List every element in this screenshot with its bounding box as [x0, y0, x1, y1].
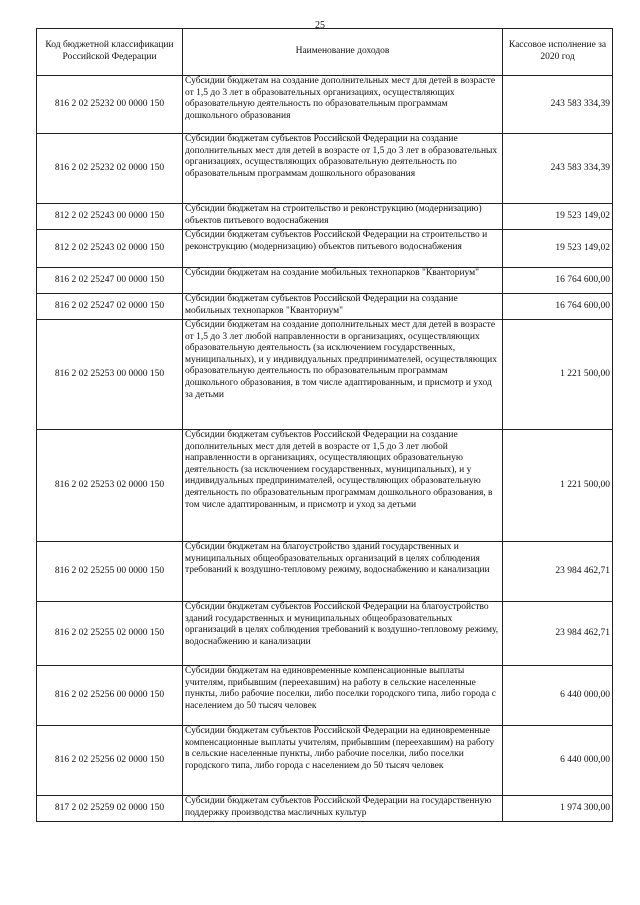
- header-code: Код бюджетной классификации Российской Федерации: [37, 29, 183, 76]
- row-amount: 23 984 462,71: [503, 542, 613, 602]
- row-amount: 6 440 000,00: [503, 726, 613, 796]
- row-code: 812 2 02 25243 02 0000 150: [37, 230, 183, 268]
- row-name: Субсидии бюджетам на строительство и реконструкцию (модернизацию) объектов питьевого водоснабжения: [183, 204, 503, 230]
- row-code: 816 2 02 25256 00 0000 150: [37, 666, 183, 726]
- row-name: Субсидии бюджетам субъектов Российской Федерации на создание мобильных технопарков "Кванториум": [183, 294, 503, 320]
- table-row: [37, 134, 613, 204]
- header-name: Наименование доходов: [183, 29, 503, 76]
- row-amount: 243 583 334,39: [503, 76, 613, 134]
- row-amount: 19 523 149,02: [503, 204, 613, 230]
- row-code: 816 2 02 25232 00 0000 150: [37, 76, 183, 134]
- page-number: 25: [315, 20, 325, 31]
- table-row: [37, 294, 613, 320]
- row-name: Субсидии бюджетам на единовременные компенсационные выплаты учителям, прибывшим (переехавшим) на работу в сельские населенные пункты, либо рабочие поселки, либо поселки городского типа, либо города с населением до 50 тысяч человек: [183, 666, 503, 726]
- row-amount: 1 221 500,00: [503, 430, 613, 542]
- row-name: Субсидии бюджетам на создание мобильных технопарков "Кванториум": [183, 268, 503, 294]
- row-amount: 19 523 149,02: [503, 230, 613, 268]
- table-row: [37, 602, 613, 666]
- table-header-row: [37, 29, 613, 76]
- table-row: [37, 666, 613, 726]
- row-code: 816 2 02 25256 02 0000 150: [37, 726, 183, 796]
- row-amount: 1 221 500,00: [503, 320, 613, 430]
- row-code: 816 2 02 25255 02 0000 150: [37, 602, 183, 666]
- row-name: Субсидии бюджетам субъектов Российской Федерации на строительство и реконструкцию (модернизацию) объектов питьевого водоснабжения: [183, 230, 503, 268]
- table-row: [37, 320, 613, 430]
- row-code: 816 2 02 25247 02 0000 150: [37, 294, 183, 320]
- row-amount: 23 984 462,71: [503, 602, 613, 666]
- row-name: Субсидии бюджетам на создание дополнительных мест для детей в возрасте от 1,5 до 3 лет любой направленности в организациях, осуществляющих образовательную деятельность (за исключением государственных, муниципальных), и у индивидуальных предпринимателей, осуществляющих образовательную деятельность по образовательным программам дошкольного образования, в том числе адаптированным, и присмотр и уход за детьми: [183, 320, 503, 430]
- table-row: [37, 542, 613, 602]
- row-name: Субсидии бюджетам субъектов Российской Федерации на создание дополнительных мест для детей в возрасте от 1,5 до 3 лет в образовательных организациях, осуществляющих образовательную деятельность по образовательным программам дошкольного образования: [183, 134, 503, 204]
- table-row: [37, 230, 613, 268]
- row-code: 817 2 02 25259 02 0000 150: [37, 796, 183, 822]
- row-amount: 16 764 600,00: [503, 294, 613, 320]
- table-row: [37, 204, 613, 230]
- row-code: 812 2 02 25243 00 0000 150: [37, 204, 183, 230]
- row-name: Субсидии бюджетам на создание дополнительных мест для детей в возрасте от 1,5 до 3 лет в образовательных организациях, осуществляющих образовательную деятельность по образовательным программам дошкольного образования: [183, 76, 503, 134]
- table-row: [37, 796, 613, 822]
- row-code: 816 2 02 25253 02 0000 150: [37, 430, 183, 542]
- table-row: [37, 430, 613, 542]
- revenue-table: [36, 28, 613, 822]
- row-name: Субсидии бюджетам субъектов Российской Федерации на государственную поддержку производства масличных культур: [183, 796, 503, 822]
- table-row: [37, 268, 613, 294]
- row-code: 816 2 02 25232 02 0000 150: [37, 134, 183, 204]
- row-code: 816 2 02 25255 00 0000 150: [37, 542, 183, 602]
- row-code: 816 2 02 25247 00 0000 150: [37, 268, 183, 294]
- row-amount: 1 974 300,00: [503, 796, 613, 822]
- row-amount: 6 440 000,00: [503, 666, 613, 726]
- row-name: Субсидии бюджетам субъектов Российской Федерации на единовременные компенсационные выплаты учителям, прибывшим (переехавшим) на работу в сельские населенные пункты, либо рабочие поселки, либо поселки городского типа, либо города с населением до 50 тысяч человек: [183, 726, 503, 796]
- table-row: [37, 726, 613, 796]
- row-name: Субсидии бюджетам субъектов Российской Федерации на благоустройство зданий государственных и муниципальных общеобразовательных организаций в целях соблюдения требований к воздушно-тепловому режиму, водоснабжению и канализации: [183, 602, 503, 666]
- row-name: Субсидии бюджетам субъектов Российской Федерации на создание дополнительных мест для детей в возрасте от 1,5 до 3 лет любой направленности в организациях, осуществляющих образовательную деятельность (за исключением государственных, муниципальных), и у индивидуальных предпринимателей, осуществляющих образовательную деятельность по образовательным программам дошкольного образования, в том числе адаптированным, и присмотр и уход за детьми: [183, 430, 503, 542]
- row-amount: 16 764 600,00: [503, 268, 613, 294]
- table-row: [37, 76, 613, 134]
- header-amount: Кассовое исполнение за 2020 год: [503, 29, 613, 76]
- row-amount: 243 583 334,39: [503, 134, 613, 204]
- row-code: 816 2 02 25253 00 0000 150: [37, 320, 183, 430]
- row-name: Субсидии бюджетам на благоустройство зданий государственных и муниципальных общеобразовательных организаций в целях соблюдения требований к воздушно-тепловому режиму, водоснабжению и канализации: [183, 542, 503, 602]
